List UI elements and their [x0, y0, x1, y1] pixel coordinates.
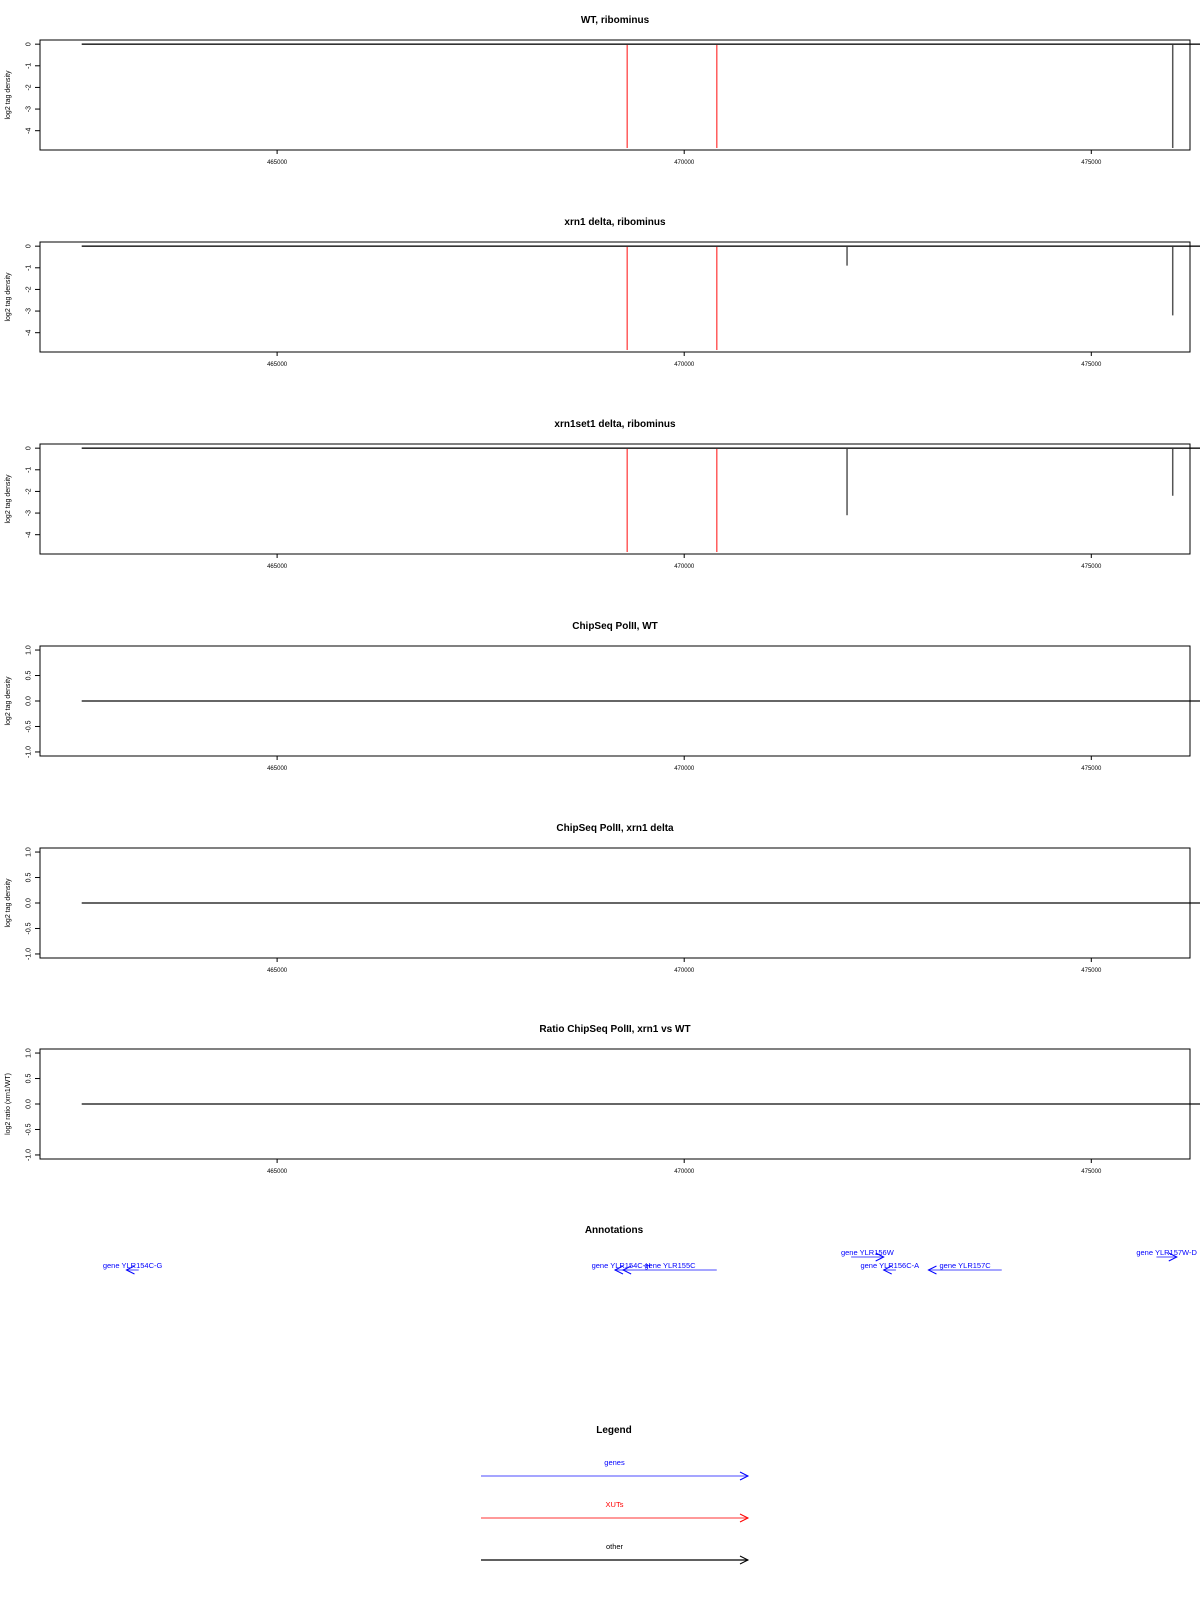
y-tick-label: 0.0 — [25, 1099, 33, 1109]
y-tick-label: -4 — [25, 329, 33, 336]
panel-title: ChipSeq PolII, xrn1 delta — [556, 823, 674, 834]
y-tick-label: 0.5 — [25, 670, 33, 681]
y-tick-label: 1.0 — [25, 645, 33, 655]
y-axis-label: log2 tag density — [5, 70, 12, 120]
y-tick-label: -3 — [25, 307, 33, 315]
y-tick-label: 0 — [25, 244, 33, 249]
legend-items — [481, 1458, 748, 1564]
gene-annotation — [592, 1261, 651, 1274]
x-tick-label: 475000 — [1081, 362, 1102, 368]
x-tick-label: 470000 — [674, 766, 695, 772]
x-tick-label: 470000 — [674, 362, 695, 368]
y-tick-label: -0.5 — [25, 720, 33, 733]
panel-title: xrn1set1 delta, ribominus — [554, 419, 676, 430]
y-tick-label: 0.0 — [25, 898, 33, 908]
gene-label: gene YLR157W-D — [1136, 1248, 1197, 1257]
panel-6 — [5, 1024, 1200, 1175]
x-tick-label: 470000 — [674, 160, 695, 166]
x-tick-label: 470000 — [674, 968, 695, 974]
legend-item — [481, 1500, 748, 1522]
y-tick-label: -2 — [25, 84, 33, 91]
x-tick-label: 470000 — [674, 1169, 695, 1175]
annotations-title: Annotations — [584, 1225, 644, 1236]
panel-title: ChipSeq PolII, WT — [572, 621, 658, 632]
y-tick-label: -1 — [25, 264, 33, 271]
y-tick-label: -1.0 — [25, 947, 33, 960]
gene-label: gene YLR157C — [939, 1261, 991, 1270]
panel-title: Ratio ChipSeq PolII, xrn1 vs WT — [539, 1024, 691, 1035]
y-axis-label: log2 tag density — [5, 676, 12, 726]
annotations-track — [103, 1225, 1198, 1274]
x-tick-label: 465000 — [267, 362, 288, 368]
y-tick-label: -0.5 — [25, 1123, 33, 1136]
y-tick-label: -1.0 — [25, 1148, 33, 1161]
x-tick-label: 475000 — [1081, 160, 1102, 166]
plot-frame — [40, 40, 1190, 150]
gene-label: gene YLR156C-A — [860, 1261, 920, 1270]
y-tick-label: -3 — [25, 105, 33, 113]
y-axis-label: log2 tag density — [5, 272, 12, 322]
y-tick-label: -1 — [25, 62, 33, 69]
y-tick-label: 1.0 — [25, 847, 33, 857]
y-tick-label: -1.0 — [25, 745, 33, 758]
y-axis-label: log2 tag density — [5, 878, 12, 928]
y-tick-label: 0.5 — [25, 872, 33, 883]
gene-label: gene YLR155C — [644, 1261, 696, 1270]
y-axis-label: log2 ratio (xrn1/WT) — [5, 1073, 12, 1135]
panel-2 — [5, 217, 1200, 368]
legend-label: genes — [604, 1458, 625, 1467]
x-tick-label: 475000 — [1081, 1169, 1102, 1175]
y-tick-label: 1.0 — [25, 1048, 33, 1058]
plot-frame — [40, 444, 1190, 554]
panel-3 — [5, 419, 1200, 570]
y-tick-label: -0.5 — [25, 922, 33, 935]
y-tick-label: 0 — [25, 446, 33, 451]
x-tick-label: 465000 — [267, 564, 288, 570]
y-tick-label: -2 — [25, 286, 33, 293]
gene-annotation — [928, 1261, 1001, 1274]
y-tick-label: 0.5 — [25, 1073, 33, 1084]
x-tick-label: 475000 — [1081, 564, 1102, 570]
x-tick-label: 465000 — [267, 160, 288, 166]
panel-title: WT, ribominus — [580, 15, 650, 26]
legend-item — [481, 1458, 748, 1480]
plot-frame — [40, 242, 1190, 352]
gene-label: gene YLR154C-H — [591, 1261, 651, 1270]
y-tick-label: -4 — [25, 531, 33, 538]
legend-label: XUTs — [605, 1500, 624, 1509]
gene-label: gene YLR154C-G — [102, 1261, 163, 1270]
gene-annotation — [860, 1261, 919, 1274]
panels — [5, 15, 1200, 1175]
gene-annotation — [1136, 1248, 1197, 1261]
y-tick-label: -4 — [25, 127, 33, 134]
x-tick-label: 475000 — [1081, 968, 1102, 974]
gene-annotation — [841, 1248, 895, 1261]
x-tick-label: 465000 — [267, 766, 288, 772]
y-tick-label: -1 — [25, 466, 33, 473]
y-tick-label: -2 — [25, 488, 33, 495]
x-tick-label: 465000 — [267, 1169, 288, 1175]
x-tick-label: 470000 — [674, 564, 695, 570]
x-tick-label: 465000 — [267, 968, 288, 974]
gene-annotation — [103, 1261, 163, 1274]
legend-title: Legend — [596, 1425, 632, 1436]
y-axis-label: log2 tag density — [5, 474, 12, 524]
gene-label: gene YLR156W — [840, 1248, 894, 1257]
annotation-genes — [103, 1248, 1198, 1274]
y-tick-label: -3 — [25, 509, 33, 517]
panel-5 — [5, 823, 1200, 974]
y-tick-label: 0 — [25, 42, 33, 47]
x-tick-label: 475000 — [1081, 766, 1102, 772]
legend-label: other — [605, 1542, 624, 1551]
panel-title: xrn1 delta, ribominus — [564, 217, 666, 228]
panel-4 — [5, 621, 1200, 772]
legend — [481, 1425, 748, 1564]
legend-item — [481, 1542, 748, 1564]
panel-1 — [5, 15, 1200, 166]
y-tick-label: 0.0 — [25, 696, 33, 706]
